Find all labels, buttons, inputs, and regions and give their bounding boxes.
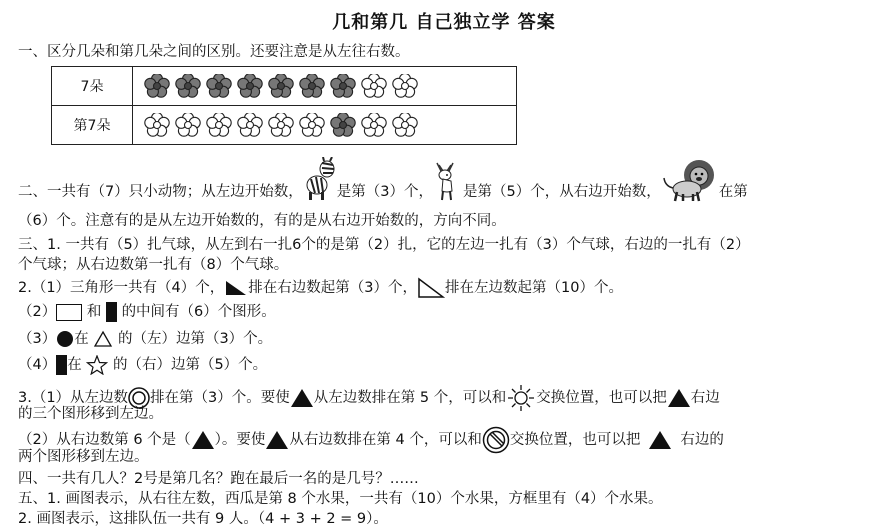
flower-cells (133, 67, 517, 106)
flower-icon (391, 74, 419, 98)
triangle-icon (224, 279, 248, 297)
flower-icon (174, 74, 202, 98)
sec3-l9c: 从右边数排在第 4 个，可以和 (289, 432, 482, 448)
sec3-l5b: 在 (74, 331, 89, 347)
sec3-l5c: 的（左）边第（3）个。 (117, 331, 273, 347)
circle-icon (482, 426, 510, 454)
sec3-line8: 的三个图形移到左边。 (18, 406, 163, 422)
triangle-icon (290, 388, 314, 408)
triangle-icon (93, 330, 113, 348)
sec3-l4c: 的中间有（6）个图形。 (121, 304, 276, 320)
flower-icon (298, 113, 326, 137)
sec5-line2: 2. 画图表示，这排队伍一共有 9 人。（4 + 3 + 2 = 9）。 (18, 511, 388, 527)
sec5-line1: 五、1. 画图表示，从右往左数，西瓜是第 8 个水果，一共有（10）个水果，方框里有（4）个水果。 (18, 491, 663, 507)
star-icon (86, 355, 108, 375)
triangle-icon (648, 430, 672, 450)
table-row (52, 67, 517, 106)
sec3-l9a: （2）从右边数第 6 个是（ (18, 432, 191, 448)
sec3-l7b: 排在第（3）个。要使 (150, 390, 290, 406)
flower-icon (267, 74, 295, 98)
sec3-l4b: 和 (86, 304, 102, 320)
sec3-line10: 两个图形移到左边。 (18, 449, 149, 465)
sun-icon (506, 383, 536, 413)
row-label: 第7朵 (52, 106, 133, 145)
deer-icon (433, 161, 463, 201)
sec3-line2: 个气球；从右边数第一扎有（8）个气球。 (18, 257, 289, 273)
sec3-l3c: 排在左边数起第（10）个。 (445, 280, 623, 296)
flower-icon (205, 74, 233, 98)
bar-icon (106, 302, 117, 322)
sec3-line1: 三、1. 一共有（5）扎气球，从左到右一扎6个的是第（2）扎，它的左边一扎有（3）个气球，右边的一扎有（2） (18, 237, 750, 253)
flower-icon (143, 113, 171, 137)
flower-icon (143, 74, 171, 98)
circle-icon (56, 330, 74, 348)
sec3-l6a: （4） (18, 357, 57, 373)
page-title: 几和第几 自己独立学 答案 (332, 12, 556, 33)
flower-icon (205, 113, 233, 137)
flower-icon (267, 113, 295, 137)
flower-icon (236, 74, 264, 98)
bar-icon (56, 355, 67, 375)
sec3-l3b: 排在右边数起第（3）个， (248, 280, 418, 296)
sec3-l7d: 交换位置，也可以把 (536, 390, 667, 406)
sec3-line4 (18, 302, 276, 322)
sec2-text-b: 是第（3）个， (336, 184, 433, 200)
flower-icon (360, 113, 388, 137)
rectangle-icon (56, 304, 82, 321)
zebra-icon (303, 157, 337, 201)
sec3-line5 (18, 329, 272, 349)
sec2-line1 (18, 182, 748, 202)
flower-icon (298, 74, 326, 98)
sec3-l6c: 的（右）边第（5）个。 (112, 357, 268, 373)
sec3-l6b: 在 (67, 357, 82, 373)
sec1-text: 一、区分几朵和第几朵之间的区别。还要注意是从左往右数。 (18, 44, 410, 60)
sec3-l5a: （3） (18, 331, 57, 347)
flower-icon (329, 113, 357, 137)
table-row (52, 106, 517, 145)
sec3-l7c: 从左边数排在第 5 个，可以和 (313, 390, 507, 406)
sec3-l7e: 右边 (690, 390, 720, 406)
flower-icon (391, 113, 419, 137)
sec2-text-c: 是第（5）个，从右边开始数， (462, 184, 661, 200)
sec3-l7a: 3.（1）从左边数 (18, 390, 129, 406)
flower-icon (329, 74, 357, 98)
sec3-l4a: （2） (18, 304, 57, 320)
sec3-l9e: 右边的 (680, 432, 724, 448)
sec3-l9d: 交换位置，也可以把 (509, 432, 641, 448)
row-label: 7朵 (52, 67, 133, 106)
triangle-icon (265, 430, 289, 450)
lion-icon (661, 158, 719, 202)
sec4-text: 四、一共有几人？2号是第几名？跑在最后一名的是几号？…… (18, 471, 419, 487)
triangle-icon (191, 430, 215, 450)
triangle-icon (667, 388, 691, 408)
flower-table (51, 66, 517, 145)
sec3-l3a: 2.（1）三角形一共有（4）个， (18, 280, 225, 296)
sec3-l9b: ）。要使 (214, 432, 266, 448)
flower-icon (236, 113, 264, 137)
sec3-line3 (18, 277, 623, 299)
flower-icon (174, 113, 202, 137)
sec2-line2: （6）个。注意有的是从左边开始数的，有的是从右边开始数的，方向不同。 (18, 213, 506, 229)
sec2-text-d: 在第 (718, 184, 748, 200)
flower-cells (133, 106, 517, 145)
flower-icon (360, 74, 388, 98)
sec2-text-a: 二、一共有（7）只小动物；从左边开始数， (18, 184, 303, 200)
triangle-icon (417, 277, 445, 299)
sec3-line6 (18, 355, 267, 375)
